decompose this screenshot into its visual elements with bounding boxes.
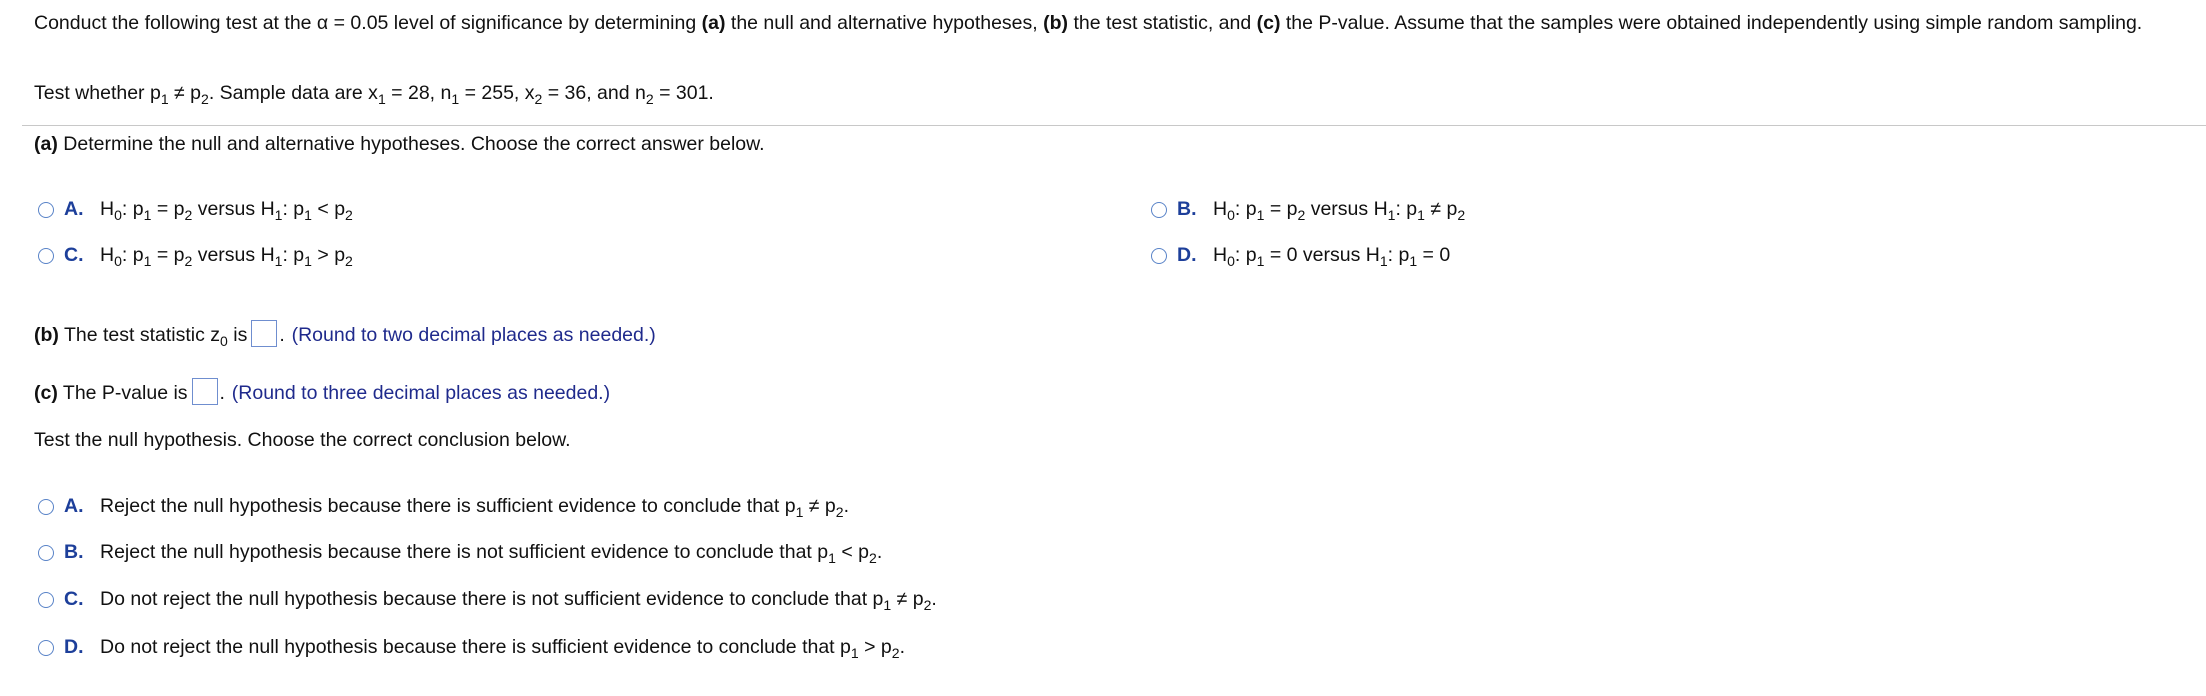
conclusion-option-c[interactable]	[38, 588, 937, 611]
radio-button[interactable]	[38, 248, 54, 264]
p-value-input[interactable]	[192, 378, 218, 405]
part-b-question: (b) The test statistic $z_0$ is . (Round to two decimal places as needed.)	[34, 320, 656, 347]
option-letter: C.	[64, 244, 84, 266]
option-letter: B.	[64, 541, 84, 563]
hypothesis-option-a[interactable]	[38, 198, 353, 221]
part-a-label: (a)	[34, 133, 58, 155]
subscript: 2	[534, 90, 543, 107]
intro-text: the P-value. Assume that the samples were obtained independently using simple random sampling.	[1280, 12, 2143, 34]
part-c-label: (c)	[34, 382, 58, 404]
option-text: Reject the null hypothesis because there is sufficient evidence to conclude that $p_1 \ne p_2$.	[100, 495, 850, 520]
setup-text: = 28, n	[385, 82, 452, 104]
setup-text: ≠ p	[168, 82, 202, 104]
setup-text: = 301.	[653, 82, 714, 104]
question-instructions	[34, 11, 2194, 35]
option-letter: A.	[64, 198, 84, 220]
setup-text: = 255, x	[459, 82, 535, 104]
part-a-prompt	[34, 133, 765, 156]
subscript: 2	[645, 90, 654, 107]
subscript: 2	[201, 90, 209, 107]
setup-text: Test whether p	[34, 82, 161, 104]
intro-text: the null and alternative hypotheses,	[725, 12, 1044, 34]
conclusion-prompt: Test the null hypothesis. Choose the correct conclusion below.	[34, 429, 571, 451]
radio-button[interactable]	[1151, 248, 1167, 264]
sample-data-statement	[34, 82, 714, 105]
section-divider	[22, 125, 2206, 126]
rounding-hint: (Round to two decimal places as needed.)	[291, 324, 656, 346]
intro-text: = 0.05 level of significance by determining	[328, 12, 702, 34]
option-text: $H_0$: $p_1 = p_2$ versus $H_1$: $p_1 \ne p_2$	[1213, 198, 1466, 223]
intro-text: Conduct the following test at the	[34, 12, 317, 34]
option-letter: C.	[64, 588, 84, 610]
intro-text: the test statistic, and	[1068, 12, 1257, 34]
setup-text: . Sample data are x	[208, 82, 378, 104]
radio-button[interactable]	[1151, 202, 1167, 218]
part-c-ref: (c)	[1256, 12, 1281, 34]
option-letter: D.	[64, 636, 84, 658]
radio-button[interactable]	[38, 499, 54, 515]
part-c-question: (c) The P-value is . (Round to three decimal places as needed.)	[34, 378, 610, 405]
option-text: $H_0$: $p_1 = 0$ versus $H_1$: $p_1 = 0$	[1213, 244, 1451, 269]
subscript: 1	[451, 90, 460, 107]
hypothesis-option-b[interactable]	[1151, 198, 1465, 221]
part-a-text: Determine the null and alternative hypotheses. Choose the correct answer below.	[57, 133, 765, 155]
option-text: Reject the null hypothesis because there is not sufficient evidence to conclude that $p_1 < p_2$.	[100, 541, 883, 566]
radio-button[interactable]	[38, 545, 54, 561]
part-b-text: The test statistic z	[58, 324, 221, 346]
option-letter: A.	[64, 495, 84, 517]
subscript: 1	[377, 90, 386, 107]
hypothesis-option-c[interactable]	[38, 244, 353, 267]
hypothesis-option-d[interactable]	[1151, 244, 1450, 267]
part-b-label: (b)	[34, 324, 59, 346]
radio-button[interactable]	[38, 592, 54, 608]
option-letter: D.	[1177, 244, 1197, 266]
rounding-hint: (Round to three decimal places as needed.)	[231, 382, 611, 404]
option-text: $H_0$: $p_1 = p_2$ versus $H_1$: $p_1 > p_2$	[100, 244, 353, 269]
alpha-symbol: α	[316, 12, 329, 34]
option-text: $H_0$: $p_1 = p_2$ versus $H_1$: $p_1 < p_2$	[100, 198, 353, 223]
test-statistic-input[interactable]	[251, 320, 277, 347]
conclusion-option-b[interactable]	[38, 541, 882, 564]
conclusion-option-d[interactable]	[38, 636, 905, 659]
part-c-text: The P-value is	[57, 382, 188, 404]
radio-button[interactable]	[38, 640, 54, 656]
option-letter: B.	[1177, 198, 1197, 220]
conclusion-option-a[interactable]	[38, 495, 849, 518]
setup-text: = 36, and n	[542, 82, 646, 104]
part-b-text: is	[227, 324, 248, 346]
option-text: Do not reject the null hypothesis because there is sufficient evidence to conclude that $p_1 > p_2$.	[100, 636, 905, 661]
part-b-ref: (b)	[1043, 12, 1069, 34]
part-a-ref: (a)	[701, 12, 726, 34]
subscript: 1	[160, 90, 169, 107]
option-text: Do not reject the null hypothesis because there is not sufficient evidence to conclude that $p_1 \ne p_2$.	[100, 588, 937, 613]
subscript: 0	[220, 332, 228, 349]
radio-button[interactable]	[38, 202, 54, 218]
